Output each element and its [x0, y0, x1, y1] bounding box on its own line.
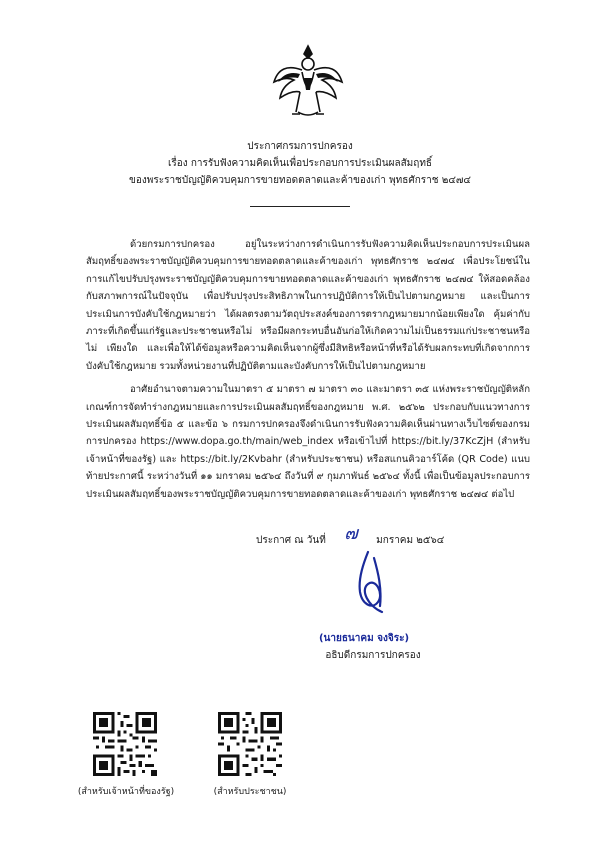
qr-caption-public: (สำหรับประชาชน)	[213, 787, 287, 797]
agency-name: ประกาศกรมการปกครอง	[247, 141, 353, 152]
qr-code-icon[interactable]	[218, 712, 282, 776]
announcement-header	[0, 138, 600, 189]
subject-line-1: เรื่อง การรับฟังความคิดเห็นเพื่อประกอบการประเมินผลสัมฤทธิ์	[167, 158, 433, 169]
announce-day-handwritten: ๗	[344, 523, 358, 544]
subject-line-2: ของพระราชบัญญัติควบคุมการขายทอดตลาดและค้าของเก่า พุทธศักราช ๒๔๗๔	[129, 175, 471, 186]
signer-title: อธิบดีกรมการปกครอง	[325, 650, 421, 661]
signer-block	[0, 630, 600, 664]
paragraph-1: ด้วยกรมการปกครอง อยู่ในระหว่างการดำเนินการรับฟังความคิดเห็นประกอบการประเมินผลสัมฤทธิ์ของพระราชบัญญัติควบคุมการขายทอดตลาดและค้าของเก่า พุทธศักราช ๒๔๗๔ เพื่อประโยชน์ในการแก้ไขปรับปรุงพระราชบัญญัติควบคุมการขายทอดตลาดและค้าของเก่า พุทธศักราช ๒๔๗๔ ให้สอดคล้องกับสภาพการณ์ในปัจจุบัน เพื่อปรับปรุงประสิทธิภาพในการปฏิบัติการให้เป็นไปตามกฎหมาย และเป็นการประเมินการบังคับใช้กฎหมายว่า ได้ผลตรงตามวัตถุประสงค์ของการตรากฎหมายมากน้อยเพียงใด คุ้มค่ากับภาระที่เกิดขึ้นแก่รัฐและประชาชนหรือไม่ หรือมีผลกระทบอื่นอันก่อให้เกิดความไม่เป็นธรรมแก่ประชาชนหรือไม่ เพียงใด และเพื่อให้ได้ข้อมูลหรือความคิดเห็นจากผู้ซึ่งมีสิทธิหรือหน้าที่หรือได้รับผลกระทบที่เกิดจากการบังคับใช้กฎหมาย รวมทั้งหน่วยงานที่ปฏิบัติตามและบังคับการให้เป็นไปตามกฎหมาย	[86, 239, 530, 372]
announce-month-year: มกราคม ๒๕๖๔	[376, 535, 445, 546]
announce-prefix: ประกาศ ณ วันที่	[256, 535, 326, 546]
qr-caption-officials: (สำหรับเจ้าหน้าที่ของรัฐ)	[77, 787, 175, 797]
paragraph-2: อาศัยอำนาจตามความในมาตรา ๕ มาตรา ๗ มาตรา ๓๐ และมาตรา ๓๕ แห่งพระราชบัญญัติหลักเกณฑ์การจัดทำร่างกฎหมายและการประเมินผลสัมฤทธิ์ของกฎหมาย พ.ศ. ๒๕๖๒ ประกอบกับแนวทางการประเมินผลสัมฤทธิ์ข้อ ๕ และข้อ ๖ กรมการปกครองจึงดำเนินการรับฟังความคิดเห็นผ่านทางเว็บไซต์ของกรมการปกครอง https://www.dopa.go.th/main/web_index หรือเข้าไปที่ https://bit.ly/37KcZjH (สำหรับเจ้าหน้าที่ของรัฐ) และ https://bit.ly/2Kvbahr (สำหรับประชาชน) หรือสแกนคิวอาร์โค้ด (QR Code) แนบท้ายประกาศนี้ ระหว่างวันที่ ๑๑ มกราคม ๒๕๖๔ ถึงวันที่ ๙ กุมภาพันธ์ ๒๕๖๔ ทั้งนี้ เพื่อเป็นข้อมูลประกอบการประเมินผลสัมฤทธิ์ของพระราชบัญญัติควบคุมการขายทอดตลาดและค้าของเก่า พุทธศักราช ๒๔๗๔ ต่อไป	[86, 384, 530, 500]
announcement-body	[86, 236, 530, 509]
handwritten-signature-icon	[338, 548, 408, 620]
header-divider	[250, 206, 350, 207]
signer-name: (นายธนาคม จงจิระ)	[318, 633, 410, 644]
garuda-emblem-icon	[272, 42, 344, 120]
announce-date-line	[256, 522, 444, 551]
qr-code-icon[interactable]	[93, 712, 157, 776]
